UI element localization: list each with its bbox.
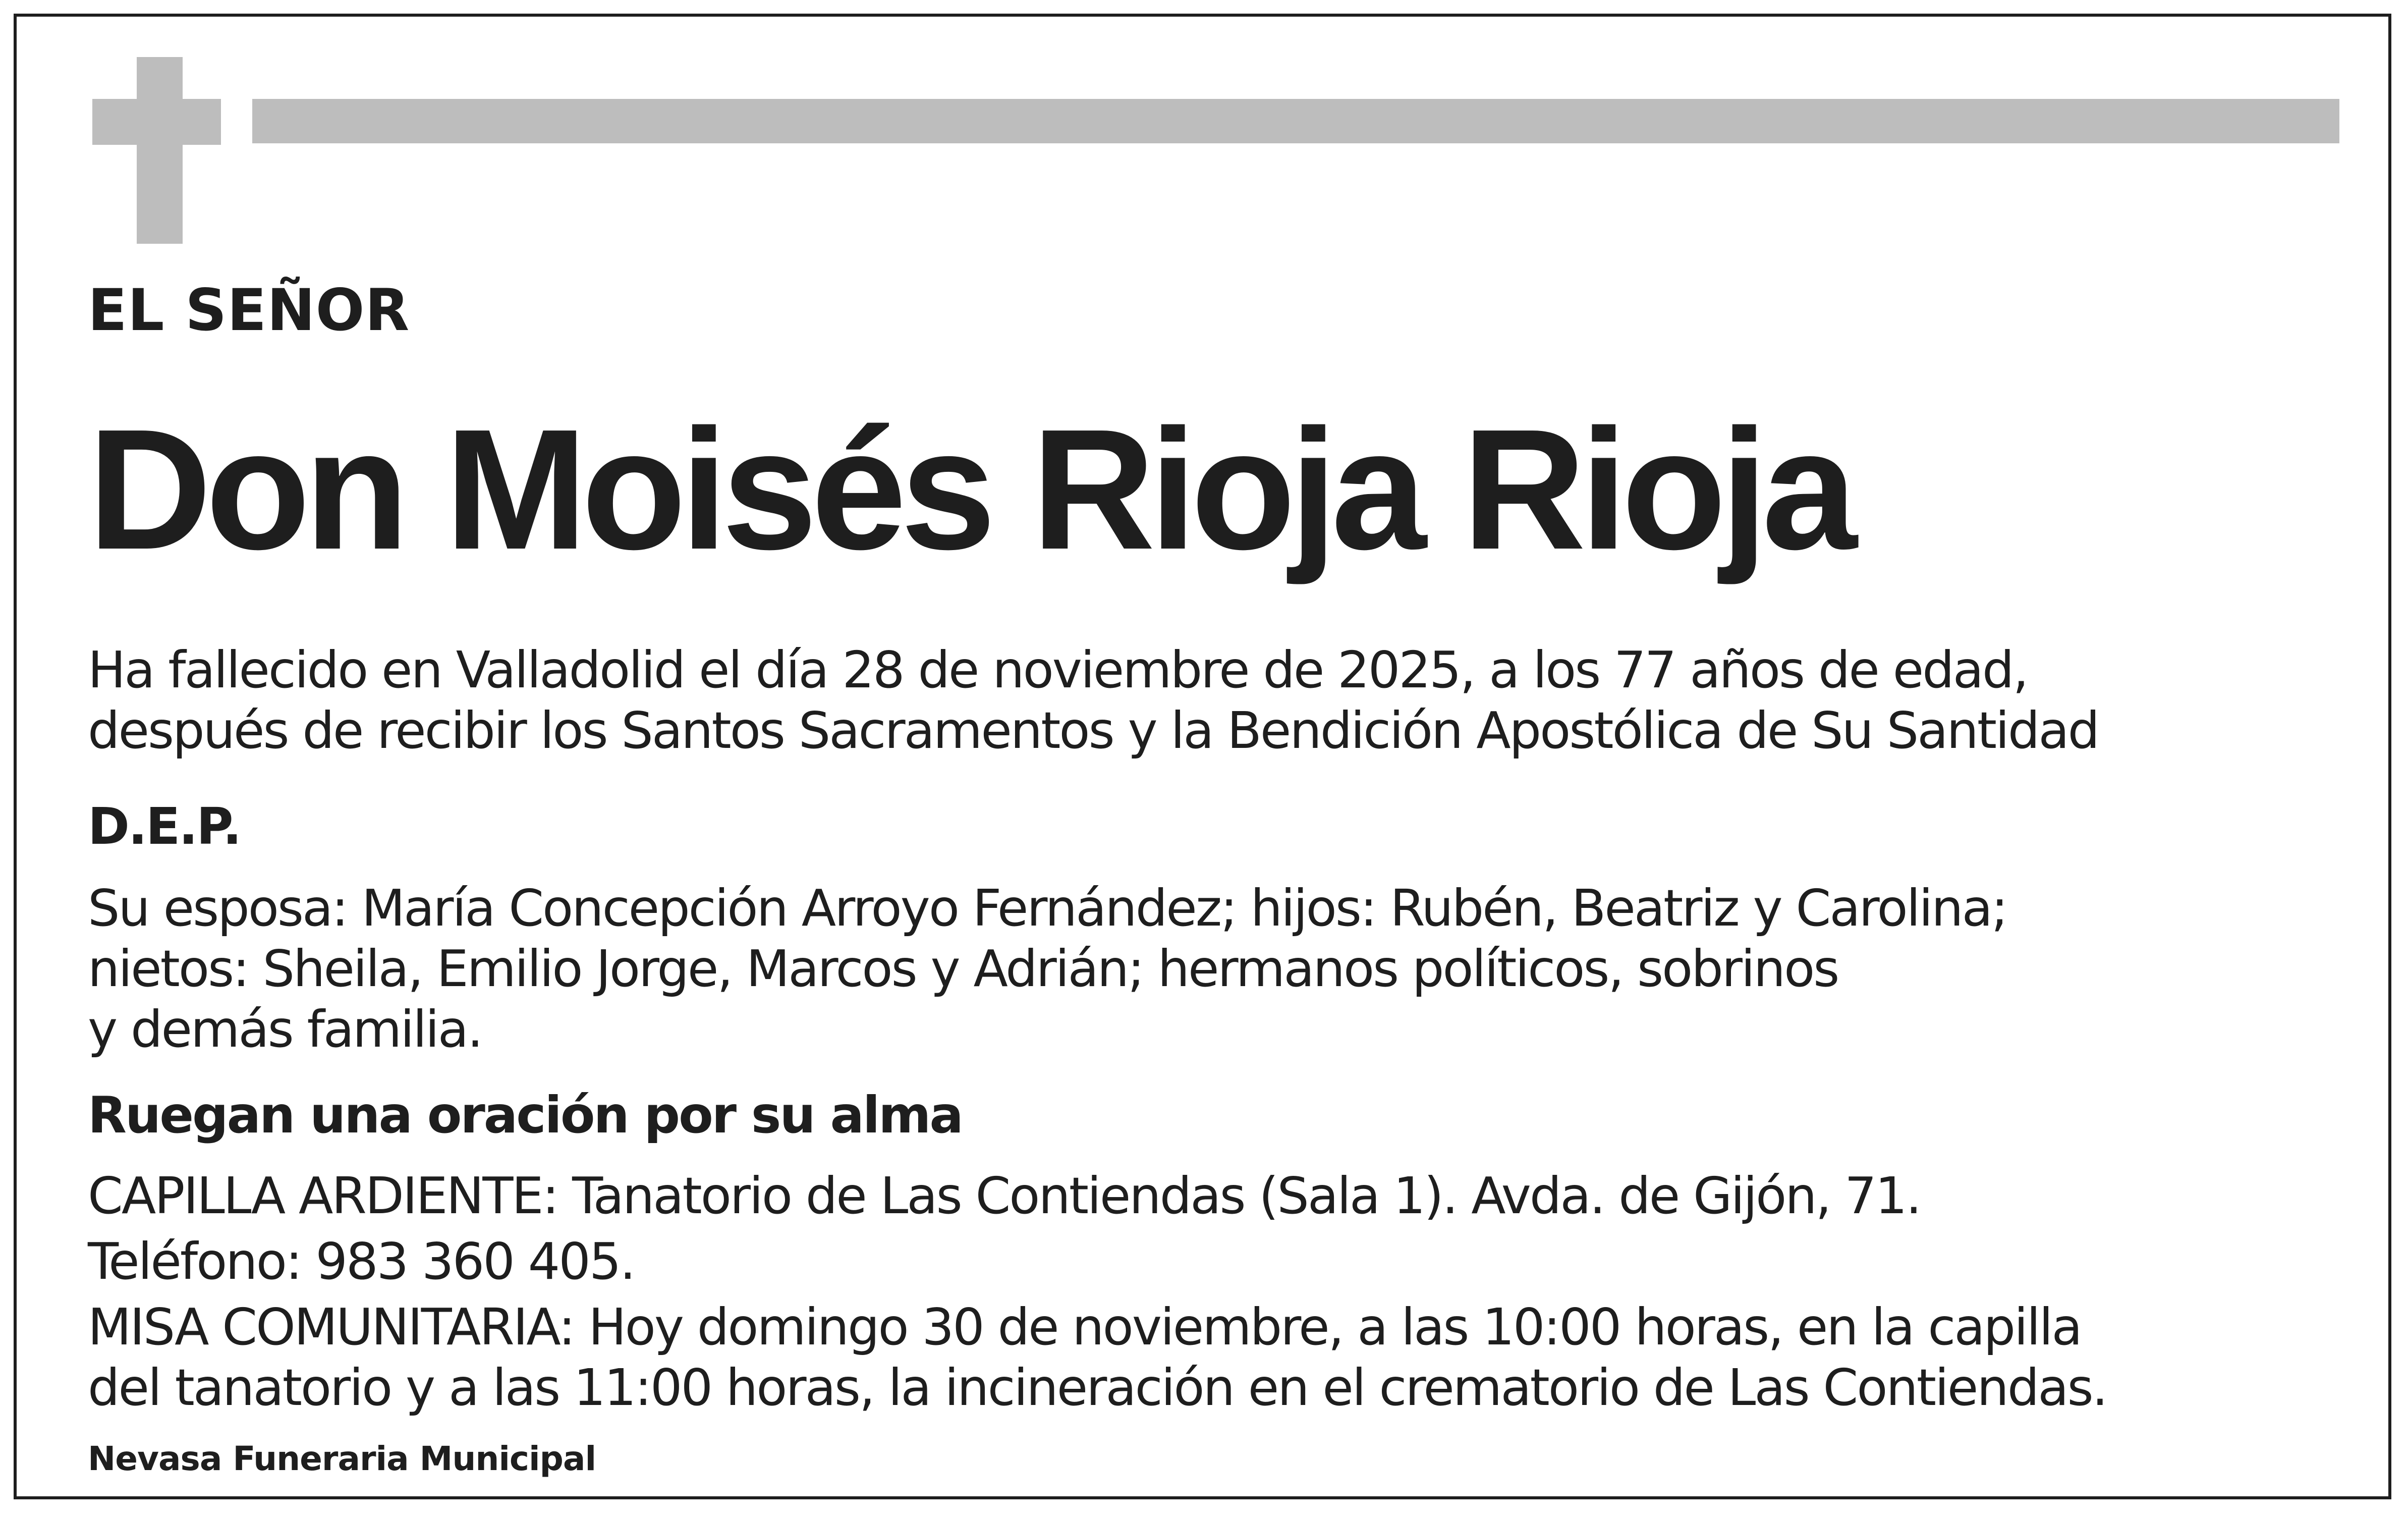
cross-horizontal-beam	[92, 99, 221, 145]
rip-label: D.E.P.	[88, 797, 241, 856]
prayer-request: Ruegan una oración por su alma	[88, 1086, 962, 1145]
announcement-line: Ha fallecido en Valladolid el día 28 de noviembre de 2025, a los 77 años de edad,	[88, 640, 2028, 699]
announcement-line: después de recibir los Santos Sacramentos y la Bendición Apostólica de Su Santidad	[88, 701, 2099, 760]
deceased-name: Don Moisés Rioja Rioja	[88, 394, 1852, 585]
family-line: nietos: Sheila, Emilio Jorge, Marcos y Adrián; hermanos políticos, sobrinos	[88, 939, 1838, 998]
detail-line: MISA COMUNITARIA: Hoy domingo 30 de noviembre, a las 10:00 horas, en la capilla	[88, 1297, 2081, 1357]
funeral-home-credit: Nevasa Funeraria Municipal	[88, 1439, 596, 1478]
cross-vertical-beam	[137, 57, 183, 244]
detail-line: del tanatorio y a las 11:00 horas, la incineración en el crematorio de Las Contiendas.	[88, 1358, 2107, 1417]
header-divider-bar	[252, 99, 2339, 143]
detail-line: Teléfono: 983 360 405.	[88, 1232, 635, 1291]
family-line: Su esposa: María Concepción Arroyo Fernández; hijos: Rubén, Beatriz y Carolina;	[88, 879, 2007, 938]
family-line: y demás familia.	[88, 1000, 482, 1059]
honorific-prefix: EL SEÑOR	[88, 277, 410, 344]
detail-line: CAPILLA ARDIENTE: Tanatorio de Las Contiendas (Sala 1). Avda. de Gijón, 71.	[88, 1166, 1921, 1225]
